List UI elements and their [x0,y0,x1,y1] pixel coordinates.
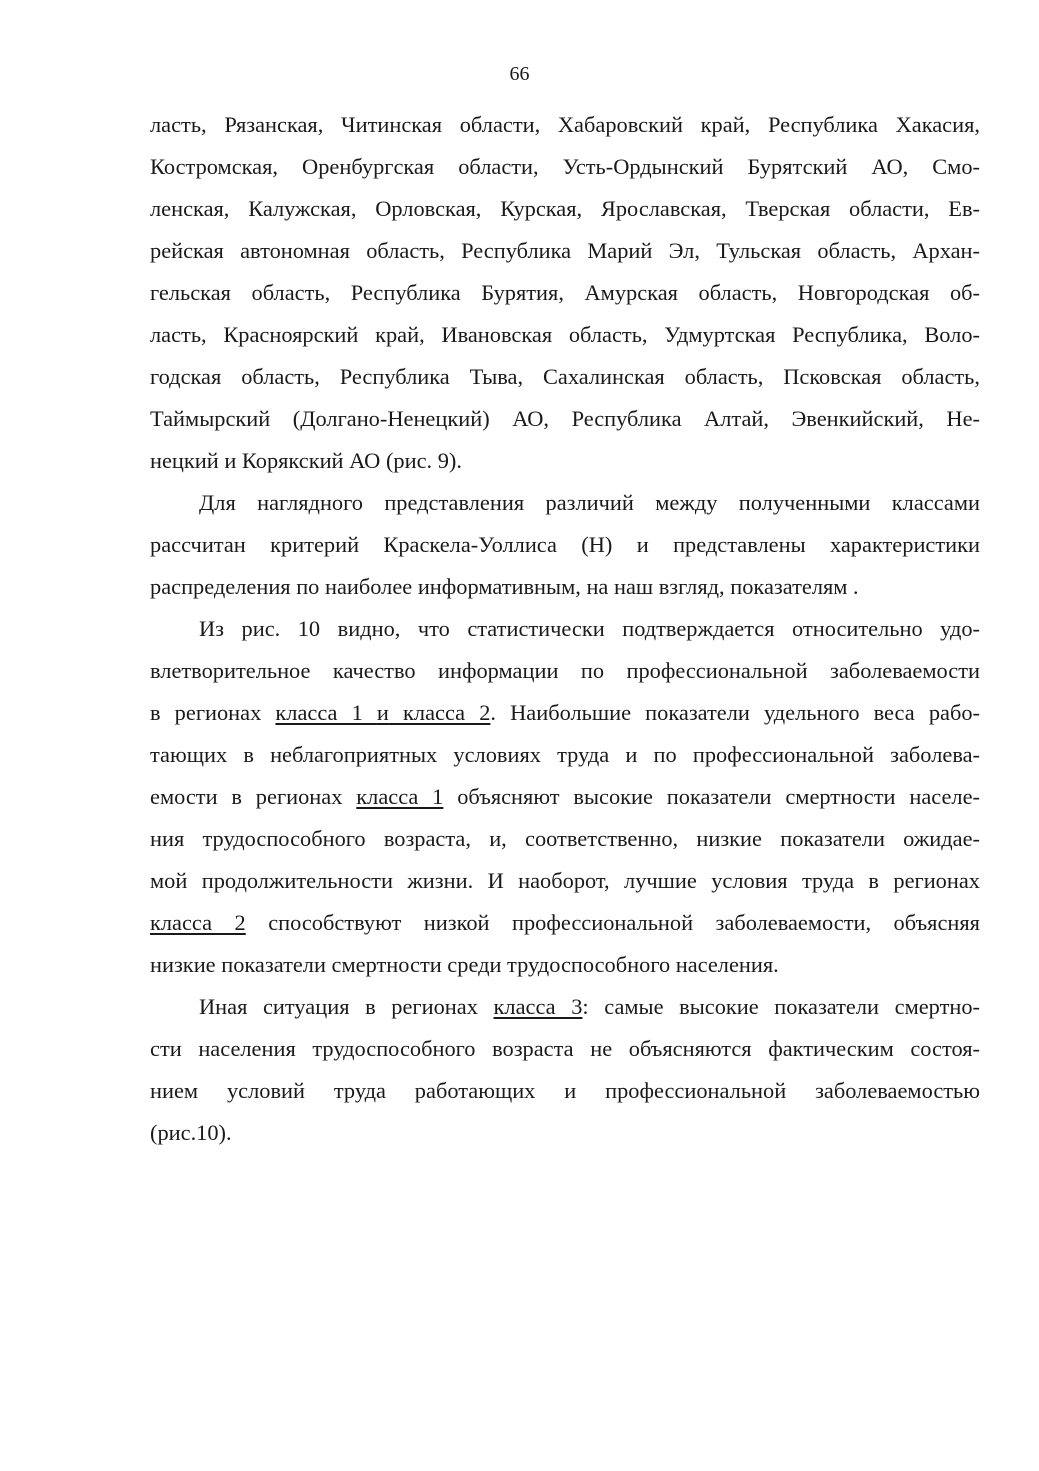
text-line: ласть, Рязанская, Читинская области, Хабаровский край, Республика Хакасия, [150,112,980,137]
class-1-reference: класса 1 [356,784,444,809]
text-fragment: Иная ситуация в регионах [199,994,494,1019]
text-line: распределения по наиболее информативным, на наш взгляд, показателям . [150,574,859,599]
text-fragment: . Наибольшие показатели удельного веса рабо- [490,700,980,725]
text-line: (рис.10). [150,1120,232,1145]
text-line [150,692,980,734]
class-2-reference: класса 2 [150,910,246,935]
text-line: рейская автономная область, Республика Марий Эл, Тульская область, Архан- [150,238,980,263]
text-line: ния трудоспособного возраста, и, соответственно, низкие показатели ожидае- [150,826,980,851]
text-line [150,986,980,1028]
text-line: Для наглядного представления различий между полученными классами [199,490,980,515]
text-line: влетворительное качество информации по профессиональной заболеваемости [150,658,980,683]
text-line: годская область, Республика Тыва, Сахалинская область, Псковская область, [150,364,980,389]
text-line: ленская, Калужская, Орловская, Курская, Ярославская, Тверская области, Ев- [150,196,980,221]
paragraph-kruskal-wallis [150,482,980,608]
paragraph-class-3-situation [150,986,980,1154]
text-fragment: емости в регионах [150,784,357,809]
paragraph-figure-10-analysis [150,608,980,986]
text-line: ласть, Красноярский край, Ивановская область, Удмуртская Республика, Воло- [150,322,980,347]
text-line: Из рис. 10 видно, что статистически подтверждается относительно удо- [199,616,980,641]
document-body [150,104,980,1154]
text-line: нецкий и Корякский АО (рис. 9). [150,448,462,473]
class-3-reference: класса 3 [493,994,583,1019]
text-line: гельская область, Республика Бурятия, Амурская область, Новгородская об- [150,280,980,305]
text-fragment: объясняют высокие показатели смертности населе- [443,784,980,809]
class-2-reference: класса 2 [388,700,491,725]
text-line: мой продолжительности жизни. И наоборот, лучшие условия труда в регионах [150,868,980,893]
text-line: тающих в неблагоприятных условиях труда и по профессиональной заболева- [150,742,980,767]
text-line: нием условий труда работающих и профессиональной заболеваемостью [150,1078,980,1103]
text-line: сти населения трудоспособного возраста не объясняются фактическим состоя- [150,1036,980,1061]
page-number: 66 [509,63,530,85]
text-line [150,776,980,818]
text-line [150,902,980,944]
text-line: рассчитан критерий Краскела-Уоллиса (Н) и представлены характеристики [150,532,980,557]
text-line: низкие показатели смертности среди трудоспособного населения. [150,952,779,977]
text-line: Костромская, Оренбургская области, Усть-Ордынский Бурятский АО, Смо- [150,154,980,179]
class-1-reference: класса 1 [275,700,377,725]
paragraph-regions-list [150,104,980,482]
text-fragment: способствуют низкой профессиональной заболеваемости, объясняя [245,910,980,935]
text-fragment: и [376,700,389,725]
text-line: Таймырский (Долгано-Ненецкий) АО, Республика Алтай, Эвенкийский, Не- [150,406,980,431]
text-fragment: : самые высокие показатели смертно- [582,994,981,1019]
text-fragment: в регионах [150,700,276,725]
